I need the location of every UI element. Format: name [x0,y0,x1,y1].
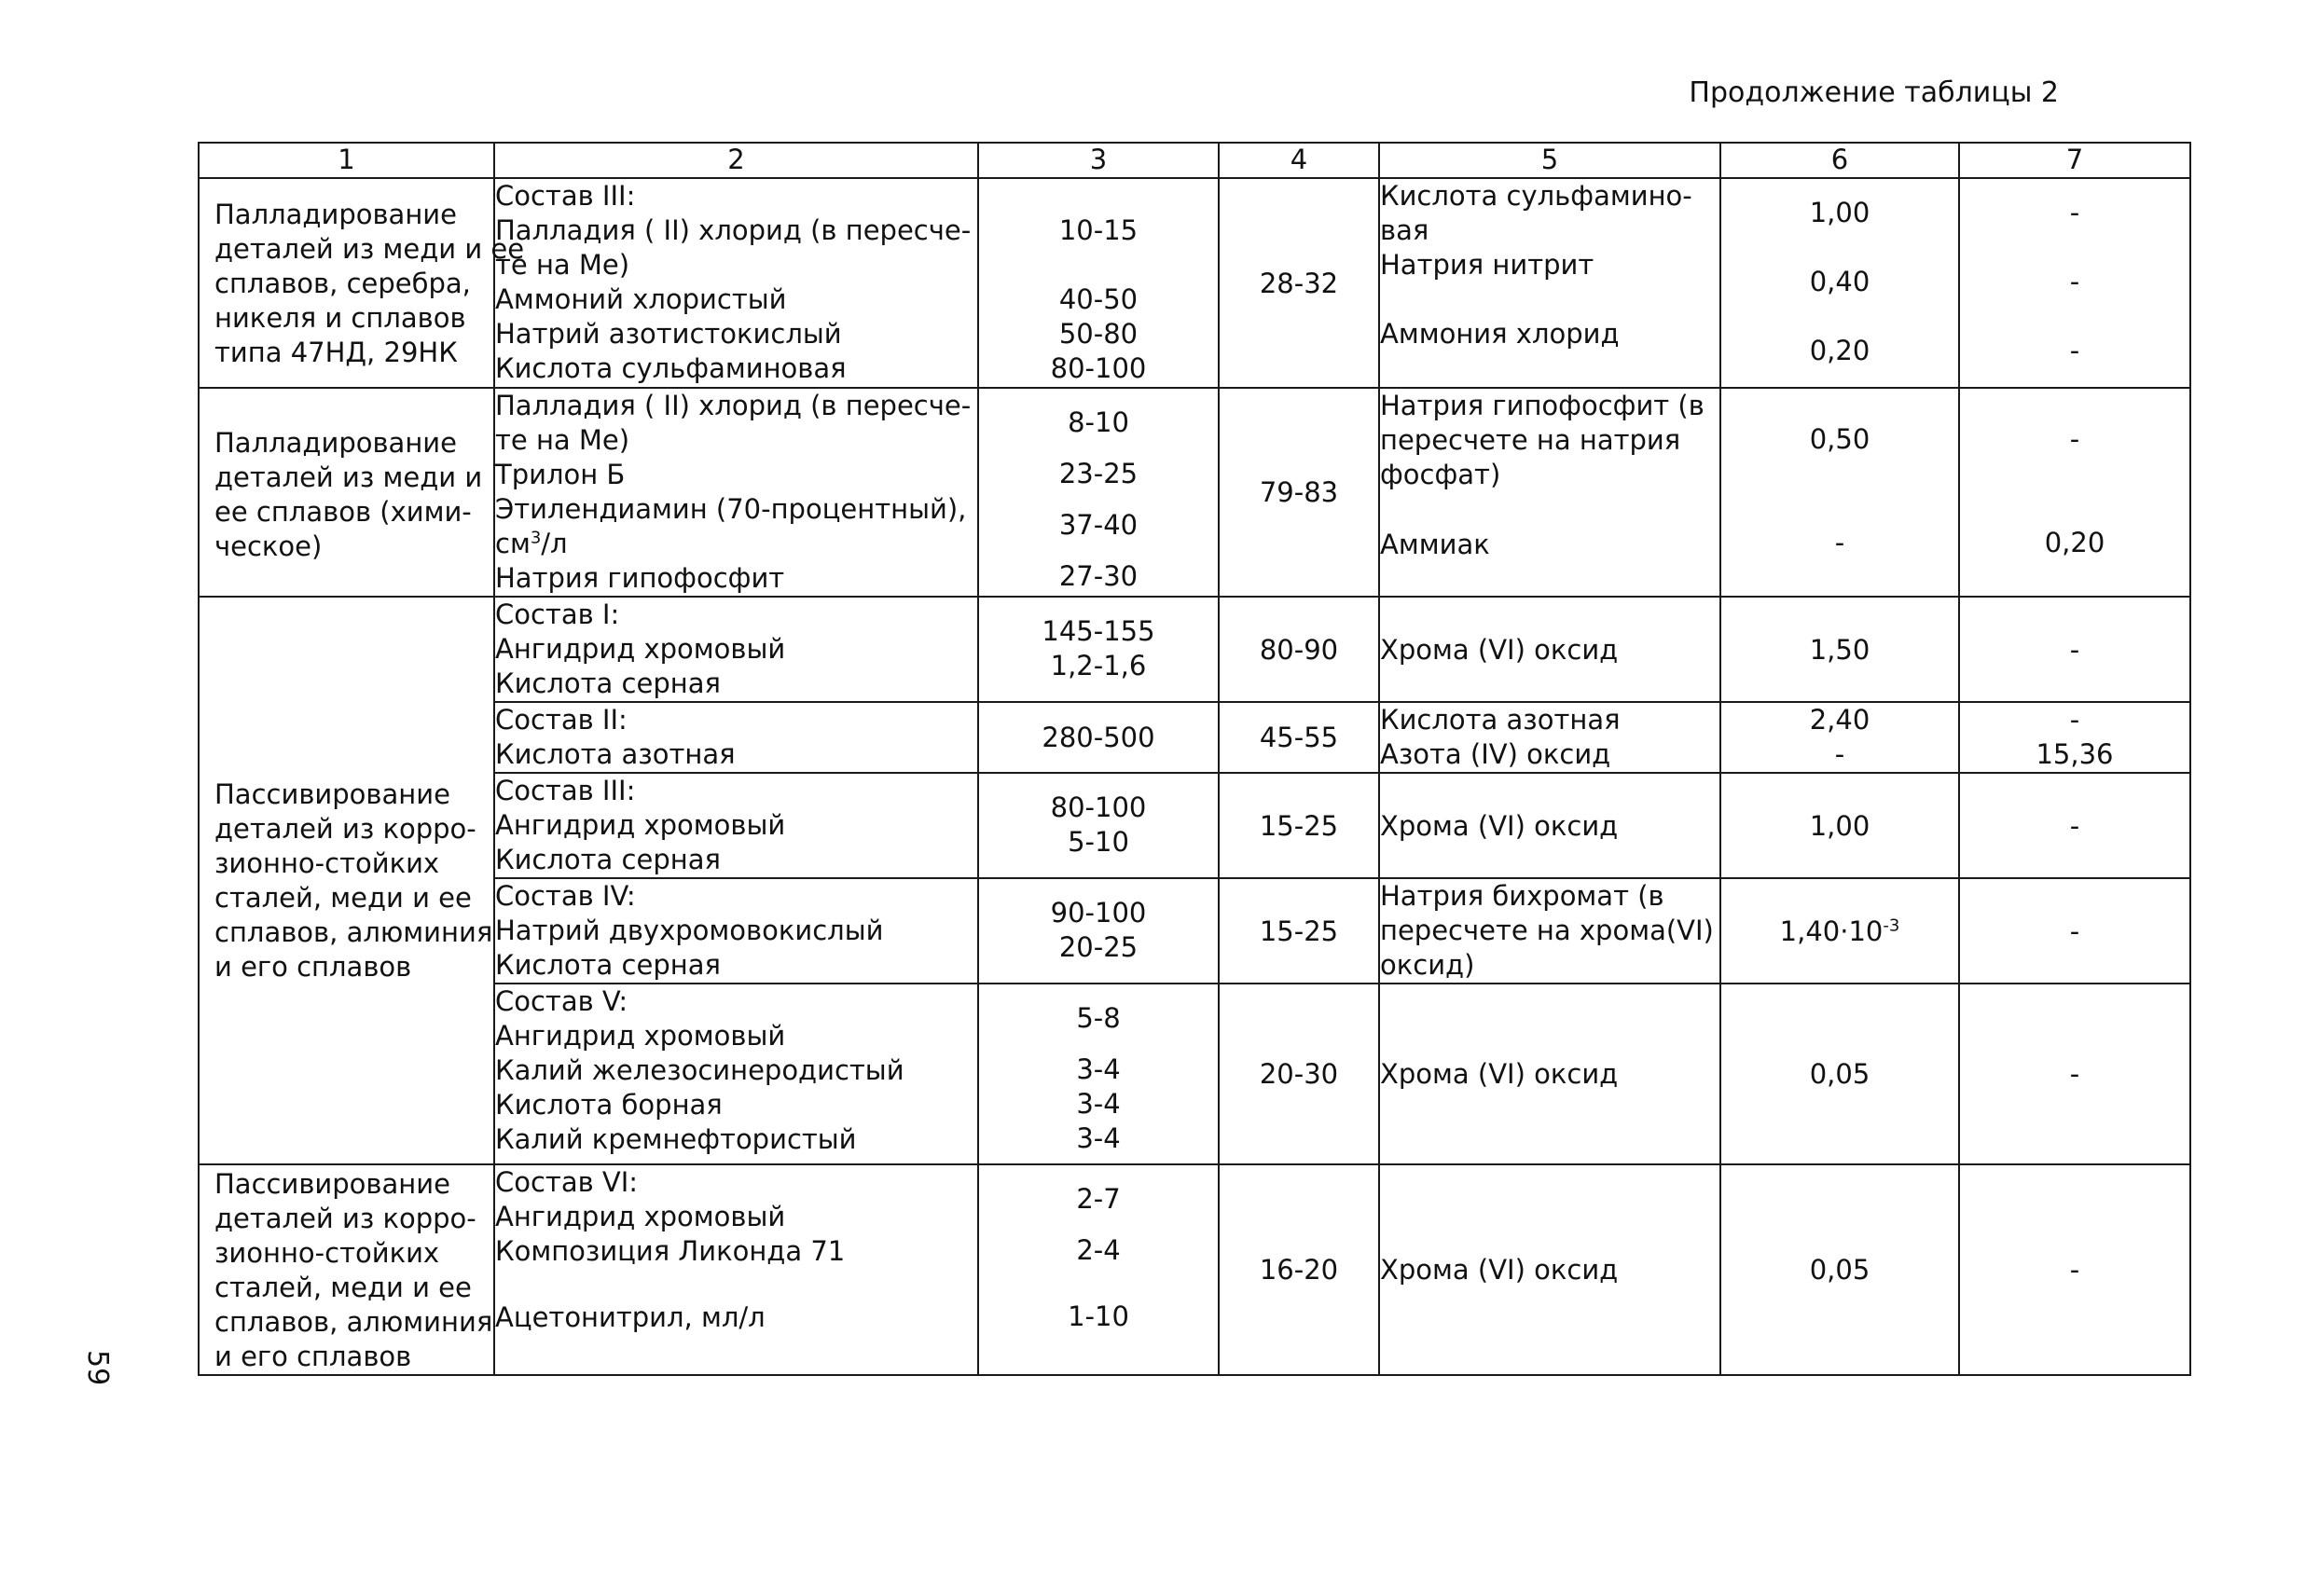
process-line: никеля и сплавов [214,302,466,334]
temperature-cell: 20-30 [1219,984,1379,1164]
concentration-value: 50-80 [1058,318,1139,350]
composition-line: Кислота серная [495,844,721,875]
process-cell [199,1164,494,1375]
composition-line: Палладия ( II) хлорид (в пересче- [495,214,972,246]
col7-cell [1959,388,2190,597]
table-row [199,773,2190,878]
col7-value: 15,36 [2036,738,2114,770]
composition-line: Состав V: [495,985,628,1017]
col6-value [1721,230,1958,265]
process-line: деталей из меди и [214,461,483,493]
substance-line [1380,282,1719,317]
col7-value: - [2069,197,2080,228]
composition-cell [494,178,978,388]
process-line: зионно-стойких [214,1237,440,1269]
col7-value: - [2069,335,2080,366]
col6-value: 0,40 [1809,266,1870,297]
concentration-cell [978,388,1219,597]
col6-cell [1720,388,1959,597]
table-caption: Продолжение таблицы 2 [1689,76,2059,109]
concentration-value: 3-4 [1076,1053,1121,1085]
composition-line: Состав IV: [495,880,636,912]
substance-line: Натрия нитрит [1380,249,1594,281]
process-line: ческое) [214,530,323,562]
process-line: деталей из меди и ее [214,233,525,265]
substance-line: пересчете на хрома(VI) [1380,915,1714,946]
col6-value: - [1834,738,1845,770]
concentration-cell [978,1164,1219,1375]
process-line: Палладирование [214,199,457,230]
col-header: 6 [1720,143,1959,178]
exponent: -3 [1883,915,1900,935]
process-cell [199,178,525,388]
table-row [199,178,2190,388]
composition-cell [494,388,978,597]
concentration-value: 10-15 [1058,214,1139,246]
substance-line: фосфат) [1380,459,1501,490]
composition-cell [494,702,978,773]
col-header: 3 [978,143,1219,178]
col6-cell [1720,878,1959,984]
col6-cell: 1,50 [1720,597,1959,702]
substance-cell: Хрома (VI) оксид [1379,1164,1720,1375]
composition-line: Калий кремнефтористый [495,1123,857,1155]
concentration-cell [978,178,1219,388]
substance-cell: Хрома (VI) оксид [1379,984,1720,1164]
table-row [199,1164,2190,1375]
col7-value: 0,20 [2044,527,2105,558]
header-row [199,143,2190,178]
substance-line: Азота (IV) оксид [1380,738,1611,770]
composition-line: Композиция Ликонда 71 [495,1235,846,1267]
concentration-value: 80-100 [1050,791,1147,823]
substance-line: Натрия гипофосфит (в [1380,390,1705,421]
col7-value [1960,299,2189,334]
substance-cell [1379,702,1720,773]
concentration-value: 2-7 [1076,1183,1121,1215]
col7-cell: - [1959,984,2190,1164]
data-table [198,142,2191,1376]
col7-value: - [2069,704,2080,736]
substance-line: пересчете на натрия [1380,424,1681,456]
temperature-cell: 15-25 [1219,773,1379,878]
concentration-value: 5-8 [1076,1002,1121,1034]
composition-line: Калий железосинеродистый [495,1054,904,1086]
composition-line: Ангидрид хромовый [495,633,786,665]
process-line: и его сплавов [214,1341,412,1372]
col-header: 2 [494,143,978,178]
composition-line: Кислота серная [495,667,721,699]
substance-cell: Хрома (VI) оксид [1379,597,1720,702]
concentration-cell [978,773,1219,878]
composition-line: те на Ме) [495,249,630,281]
temperature-cell: 79-83 [1219,388,1379,597]
concentration-value: 2-4 [1076,1234,1121,1266]
composition-line: Состав I: [495,598,620,630]
unit-superscript: 3 [530,528,542,548]
composition-line: Ангидрид хромовый [495,809,786,841]
concentration-value: 3-4 [1076,1122,1121,1154]
concentration-value: 37-40 [1058,509,1139,541]
col7-value: - [2069,423,2080,455]
col6-cell [1720,702,1959,773]
col6-value: - [1834,527,1845,558]
col7-value: - [2069,266,2080,297]
composition-line: Кислота сульфаминовая [495,352,847,384]
process-line: типа 47НД, 29НК [214,337,458,368]
process-line: сплавов, алюминия [214,1306,493,1338]
substance-cell: Хрома (VI) оксид [1379,773,1720,878]
col6-value [1721,299,1958,334]
concentration-value: 5-10 [1068,826,1129,858]
substance-line: оксид) [1380,949,1475,981]
process-line: сталей, меди и ее [214,881,472,914]
composition-line: Трилон Б [495,459,626,490]
composition-line [495,527,977,561]
col7-cell: - [1959,878,2190,984]
temperature-cell: 15-25 [1219,878,1379,984]
composition-cell [494,597,978,702]
composition-line: Кислота серная [495,949,721,981]
concentration-value: 145-155 [1042,615,1155,647]
col-header: 4 [1219,143,1379,178]
concentration-cell [978,878,1219,984]
process-line: Пассивирование [214,1168,450,1200]
col6-value: 1,00 [1809,197,1870,228]
concentration-value: 90-100 [1050,897,1147,929]
concentration-value: 80-100 [1050,352,1147,384]
col6-value: 2,40 [1809,704,1870,736]
composition-line: Ацетонитрил, мл/л [495,1301,766,1333]
composition-cell [494,878,978,984]
table-row [199,702,2190,773]
substance-line: Аммония хлорид [1380,318,1620,350]
composition-line: Состав III: [495,775,636,806]
temperature-cell: 16-20 [1219,1164,1379,1375]
composition-line: Состав II: [495,704,628,736]
col6-cell: 0,05 [1720,1164,1959,1375]
col6-value: 0,20 [1809,335,1870,366]
process-line: и его сплавов [214,950,412,983]
concentration-cell: 280-500 [978,702,1219,773]
concentration-value: 20-25 [1058,931,1139,963]
concentration-value: 1,2-1,6 [1050,650,1147,681]
col7-cell: - [1959,1164,2190,1375]
concentration-value [979,179,1218,213]
unit-text: см [495,528,531,559]
substance-line: вая [1380,214,1429,246]
table-row [199,388,2190,597]
composition-line: Ангидрид хромовый [495,1201,786,1232]
table-row [199,597,2190,702]
col-header: 1 [199,143,494,178]
substance-cell [1379,388,1720,597]
process-line: Пассивирование [214,777,450,810]
composition-line: Этилендиамин (70-процентный), [495,493,967,525]
process-line: деталей из корро- [214,812,476,845]
col7-cell: - [1959,597,2190,702]
substance-cell [1379,178,1720,388]
col6-cell: 1,00 [1720,773,1959,878]
concentration-cell [978,984,1219,1164]
col7-cell: - [1959,773,2190,878]
process-line: сплавов, алюминия [214,915,493,948]
col7-value [1960,230,2189,265]
composition-cell [494,773,978,878]
table-row [199,878,2190,984]
process-cell [199,388,494,597]
process-cell [199,597,494,1164]
concentration-value: 27-30 [1058,560,1139,592]
concentration-value: 40-50 [1058,283,1139,315]
composition-cell [494,1164,978,1375]
composition-cell [494,984,978,1164]
process-line: Палладирование [214,427,457,459]
temperature-cell: 45-55 [1219,702,1379,773]
substance-line: Кислота сульфамино- [1380,180,1692,212]
col-header: 5 [1379,143,1720,178]
process-line: ее сплавов (хими- [214,496,472,528]
substance-line: Аммиак [1380,529,1490,560]
col6-cell [1720,178,1959,388]
process-line: зионно-стойких [214,846,440,879]
col6-value: 0,50 [1809,423,1870,455]
composition-line: Состав VI: [495,1166,639,1198]
substance-line: Натрия бихромат (в [1380,880,1664,912]
substance-cell [1379,878,1720,984]
concentration-value: 8-10 [1068,406,1129,438]
concentration-value: 1-10 [1068,1300,1129,1332]
process-line: сплавов, серебра, [214,268,471,299]
col6-cell: 0,05 [1720,984,1959,1164]
process-line: деталей из корро- [214,1203,476,1234]
col-header: 7 [1959,143,2190,178]
concentration-value: 3-4 [1076,1088,1121,1120]
col7-cell [1959,178,2190,388]
col6-value: 1,40·10 [1779,915,1884,947]
col7-cell [1959,702,2190,773]
composition-line: Натрия гипофосфит [495,562,785,594]
page-number: 59 [81,1350,114,1386]
table-row [199,984,2190,1164]
temperature-cell: 28-32 [1219,178,1379,388]
composition-line: Кислота борная [495,1089,723,1121]
composition-line: Натрий двухромовокислый [495,915,884,946]
composition-line: Натрий азотистокислый [495,318,842,350]
temperature-cell: 80-90 [1219,597,1379,702]
concentration-value: 23-25 [1058,458,1139,489]
composition-line: Палладия ( II) хлорид (в пересче- [495,390,972,421]
composition-line: те на Ме) [495,424,630,456]
process-line: сталей, меди и ее [214,1272,472,1303]
unit-text: /л [541,528,568,559]
composition-line: Ангидрид хромовый [495,1020,786,1052]
composition-line: Аммоний хлористый [495,283,787,315]
concentration-value [979,248,1218,282]
composition-line: Кислота азотная [495,738,736,770]
concentration-cell [978,597,1219,702]
substance-line: Кислота азотная [1380,704,1621,736]
composition-line: Состав III: [495,180,636,212]
